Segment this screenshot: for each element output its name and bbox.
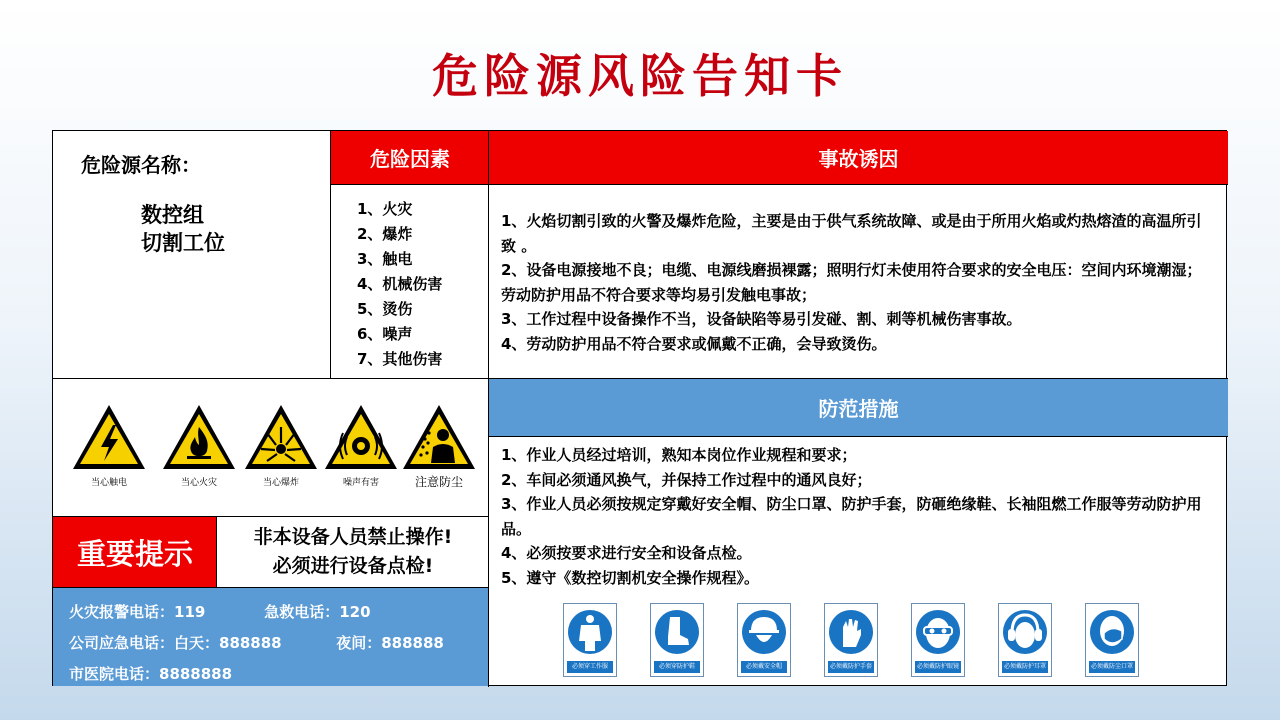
company-night-phone: 夜间：888888 bbox=[336, 634, 444, 652]
fire-warning-icon bbox=[161, 403, 237, 471]
contact-row bbox=[69, 632, 444, 653]
noise-sign bbox=[321, 403, 401, 488]
ppe-label: 必须戴防尘口罩 bbox=[1089, 661, 1135, 673]
hazard-factors-header: 危险因素 bbox=[330, 131, 489, 185]
ppe-label: 必须穿工作服 bbox=[567, 661, 613, 673]
hazard-name-line1: 数控组 bbox=[141, 203, 204, 227]
risk-card bbox=[52, 130, 1227, 686]
sign-label: 当心火灾 bbox=[180, 478, 217, 488]
hazard-factors-cell bbox=[330, 185, 489, 379]
electric-shock-warning-icon bbox=[71, 403, 147, 471]
list-item: 3、作业人员必须按规定穿戴好安全帽、防尘口罩、防护手套，防砸绝缘鞋、长袖阻燃工作服等劳动防护用品。 bbox=[501, 495, 1202, 538]
accident-causes-cell bbox=[488, 185, 1228, 379]
hazard-name-label: 危险源名称： bbox=[81, 153, 201, 177]
company-day-phone: 公司应急电话：白天：888888 bbox=[69, 634, 282, 652]
sign-label: 噪声有害 bbox=[342, 478, 379, 488]
hazard-name-value bbox=[141, 201, 225, 257]
ppe-label: 必须戴防护手套 bbox=[828, 661, 874, 673]
list-item: 4、必须按要求进行安全和设备点检。 bbox=[501, 544, 752, 562]
list-item: 6、噪声 bbox=[357, 325, 413, 343]
ppe-sign-earmuff bbox=[998, 603, 1052, 677]
warning-signs-panel bbox=[53, 379, 489, 516]
workwear-icon bbox=[567, 607, 613, 661]
list-item: 2、设备电源接地不良；电缆、电源线磨损裸露；照明行灯未使用符合要求的安全电压：空间内环境潮湿；劳动防护用品不符合要求等均易引发触电事故； bbox=[501, 261, 1202, 304]
protective-boot-icon bbox=[654, 607, 700, 661]
explosion-sign bbox=[241, 403, 321, 488]
sign-label: 注意防尘 bbox=[414, 475, 463, 489]
important-notice-label: 重要提示 bbox=[53, 516, 217, 588]
ppe-label: 必须戴防护耳罩 bbox=[1002, 661, 1048, 673]
ppe-label: 必须穿防护鞋 bbox=[654, 661, 700, 673]
contact-row bbox=[69, 601, 371, 622]
ambulance-phone: 急救电话：120 bbox=[264, 603, 371, 621]
page-title: 危险源风险告知卡 bbox=[432, 49, 848, 103]
list-item: 1、火灾 bbox=[357, 200, 413, 218]
ppe-sign-gloves bbox=[824, 603, 878, 677]
list-item: 5、烫伤 bbox=[357, 300, 413, 318]
prevention-list bbox=[501, 443, 1214, 590]
list-item: 2、车间必须通风换气，并保持工作过程中的通风良好； bbox=[501, 470, 872, 489]
fire-phone: 火灾报警电话：119 bbox=[69, 603, 206, 621]
list-item: 1、火焰切割引致的火警及爆炸危险，主要是由于供气系统故障、或是由于所用火焰或灼热熔渣的高温所引致 。 bbox=[501, 212, 1202, 255]
accident-causes-header: 事故诱因 bbox=[488, 131, 1228, 185]
prevention-header: 防范措施 bbox=[488, 379, 1228, 437]
contact-row bbox=[69, 663, 232, 684]
ear-muff-icon bbox=[1002, 607, 1048, 661]
sign-label: 当心触电 bbox=[90, 478, 127, 488]
list-item: 1、作业人员经过培训，熟知本岗位作业规程和要求； bbox=[501, 446, 857, 464]
list-item: 7、其他伤害 bbox=[357, 350, 443, 368]
accident-causes-list bbox=[501, 209, 1214, 356]
fire-sign bbox=[159, 403, 239, 488]
emergency-contacts bbox=[53, 588, 489, 686]
noise-warning-icon bbox=[323, 403, 399, 471]
ppe-sign-boots bbox=[650, 603, 704, 677]
ppe-sign-goggles bbox=[911, 603, 965, 677]
dust-sign bbox=[399, 403, 479, 490]
safety-helmet-icon bbox=[741, 607, 787, 661]
important-notice-text bbox=[216, 516, 489, 588]
sign-label: 当心爆炸 bbox=[262, 478, 299, 488]
list-item: 4、机械伤害 bbox=[357, 275, 443, 293]
dust-mask-icon bbox=[1089, 607, 1135, 661]
ppe-label: 必须戴防护眼镜 bbox=[915, 661, 961, 673]
safety-goggles-icon bbox=[915, 607, 961, 661]
hospital-phone: 市医院电话：8888888 bbox=[69, 665, 233, 683]
list-item: 4、劳动防护用品不符合要求或佩戴不正确，会导致烫伤。 bbox=[501, 334, 887, 353]
dust-warning-icon bbox=[401, 403, 477, 471]
protective-glove-icon bbox=[828, 607, 874, 661]
notice-line2: 必须进行设备点检! bbox=[272, 555, 434, 577]
ppe-sign-mask bbox=[1085, 603, 1139, 677]
hazard-name-cell bbox=[53, 131, 331, 379]
hazard-name-line2: 切割工位 bbox=[141, 231, 225, 255]
notice-line1: 非本设备人员禁止操作! bbox=[253, 526, 453, 548]
ppe-label: 必须戴安全帽 bbox=[741, 661, 787, 673]
electric-shock-sign bbox=[69, 403, 149, 488]
list-item: 2、爆炸 bbox=[357, 225, 413, 243]
explosion-warning-icon bbox=[243, 403, 319, 471]
ppe-sign-helmet bbox=[737, 603, 791, 677]
list-item: 5、遵守《数控切割机安全操作规程》。 bbox=[501, 568, 759, 587]
hazard-factors-list bbox=[357, 197, 442, 372]
ppe-sign-workwear bbox=[563, 603, 617, 677]
list-item: 3、触电 bbox=[357, 250, 413, 268]
list-item: 3、工作过程中设备操作不当，设备缺陷等易引发碰、割、刺等机械伤害事故。 bbox=[501, 310, 1022, 328]
